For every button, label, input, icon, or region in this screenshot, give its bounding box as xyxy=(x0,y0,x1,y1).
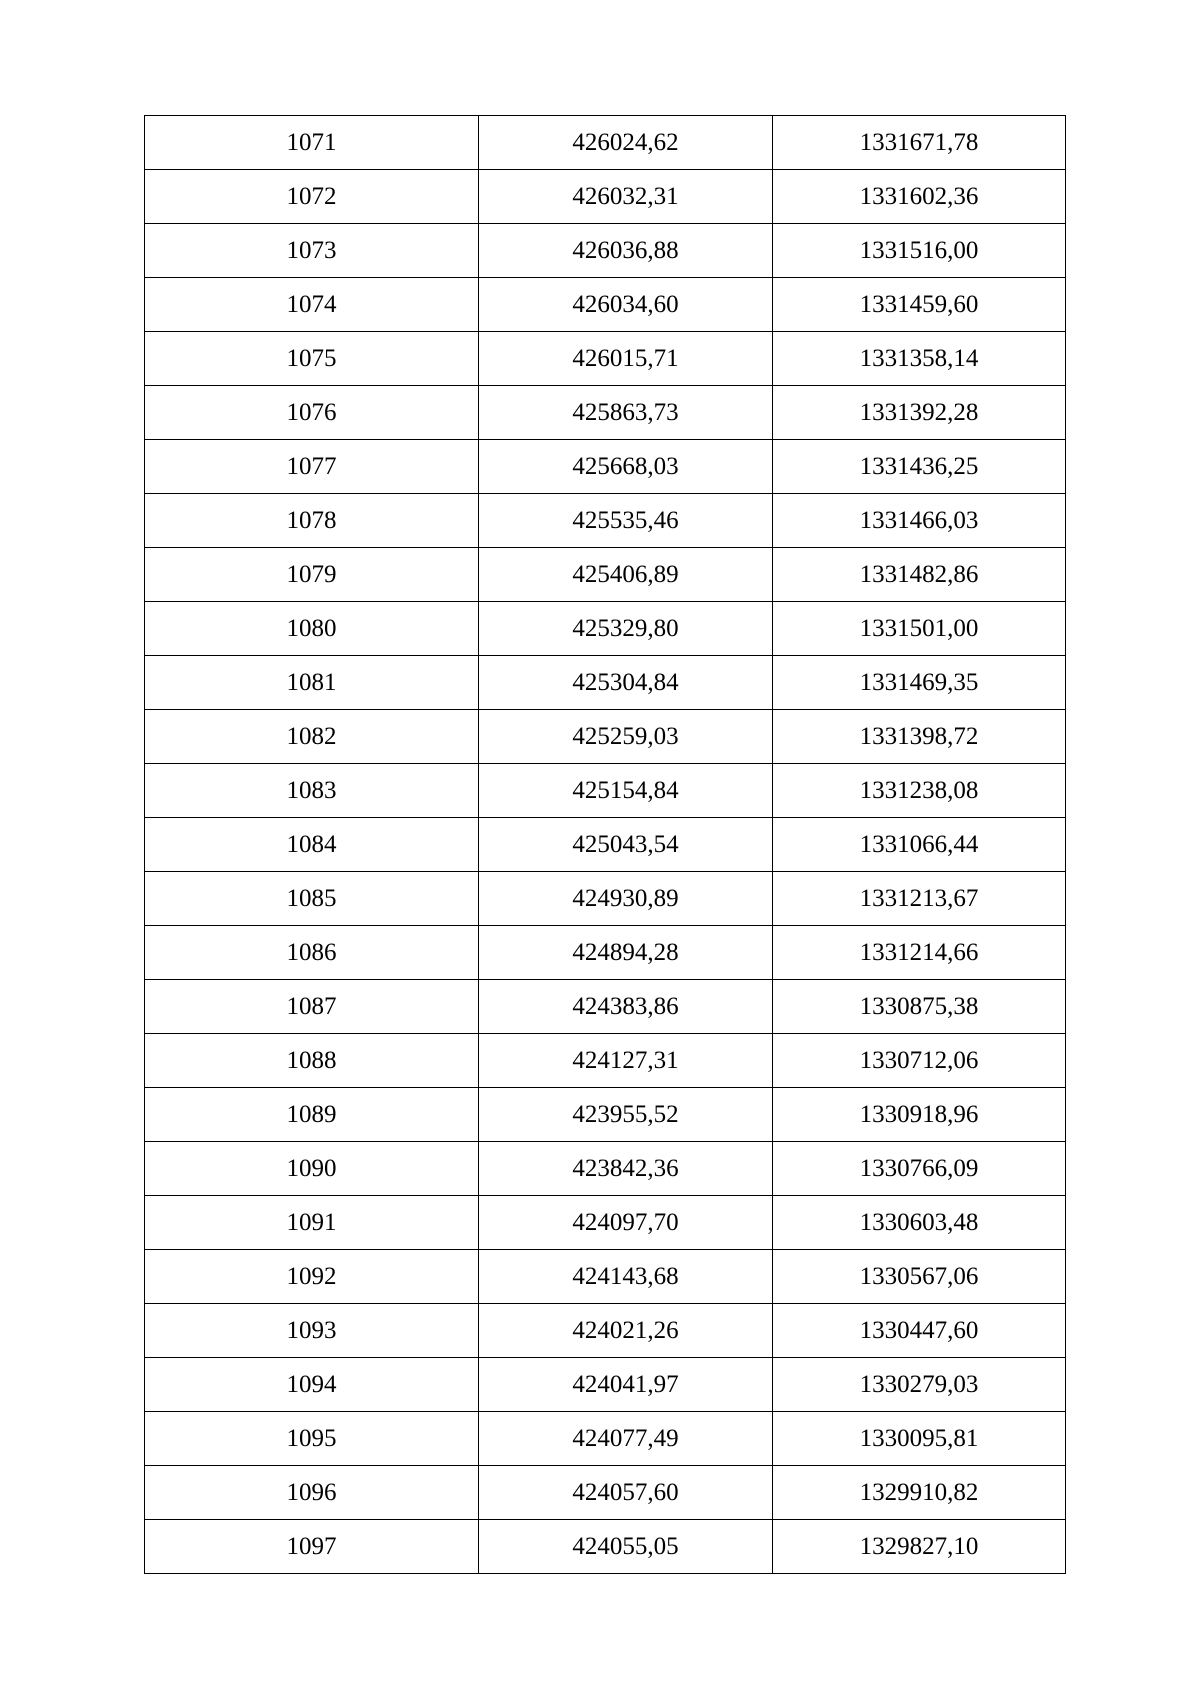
x-coordinate-cell: 424383,86 xyxy=(479,980,773,1034)
y-coordinate-cell: 1331516,00 xyxy=(773,224,1066,278)
table-row xyxy=(145,224,1066,278)
table-row xyxy=(145,1088,1066,1142)
x-coordinate-cell: 423842,36 xyxy=(479,1142,773,1196)
x-coordinate-cell: 424143,68 xyxy=(479,1250,773,1304)
y-coordinate-cell: 1331238,08 xyxy=(773,764,1066,818)
table-row xyxy=(145,926,1066,980)
point-number-cell: 1096 xyxy=(145,1466,479,1520)
table-row xyxy=(145,116,1066,170)
point-number-cell: 1085 xyxy=(145,872,479,926)
y-coordinate-cell: 1331213,67 xyxy=(773,872,1066,926)
y-coordinate-cell: 1329910,82 xyxy=(773,1466,1066,1520)
x-coordinate-cell: 426034,60 xyxy=(479,278,773,332)
table-row xyxy=(145,1142,1066,1196)
table-row xyxy=(145,872,1066,926)
point-number-cell: 1077 xyxy=(145,440,479,494)
y-coordinate-cell: 1331469,35 xyxy=(773,656,1066,710)
x-coordinate-cell: 425863,73 xyxy=(479,386,773,440)
point-number-cell: 1078 xyxy=(145,494,479,548)
table-row xyxy=(145,980,1066,1034)
point-number-cell: 1086 xyxy=(145,926,479,980)
x-coordinate-cell: 423955,52 xyxy=(479,1088,773,1142)
y-coordinate-cell: 1330712,06 xyxy=(773,1034,1066,1088)
y-coordinate-cell: 1330918,96 xyxy=(773,1088,1066,1142)
x-coordinate-cell: 425535,46 xyxy=(479,494,773,548)
x-coordinate-cell: 424930,89 xyxy=(479,872,773,926)
y-coordinate-cell: 1330766,09 xyxy=(773,1142,1066,1196)
y-coordinate-cell: 1331398,72 xyxy=(773,710,1066,764)
x-coordinate-cell: 426032,31 xyxy=(479,170,773,224)
table-row xyxy=(145,548,1066,602)
point-number-cell: 1082 xyxy=(145,710,479,764)
table-row xyxy=(145,1250,1066,1304)
y-coordinate-cell: 1331501,00 xyxy=(773,602,1066,656)
point-number-cell: 1090 xyxy=(145,1142,479,1196)
x-coordinate-cell: 424055,05 xyxy=(479,1520,773,1574)
x-coordinate-cell: 426015,71 xyxy=(479,332,773,386)
y-coordinate-cell: 1331482,86 xyxy=(773,548,1066,602)
y-coordinate-cell: 1331066,44 xyxy=(773,818,1066,872)
y-coordinate-cell: 1331358,14 xyxy=(773,332,1066,386)
point-number-cell: 1079 xyxy=(145,548,479,602)
point-number-cell: 1073 xyxy=(145,224,479,278)
table-row xyxy=(145,1358,1066,1412)
table-row xyxy=(145,1412,1066,1466)
y-coordinate-cell: 1331436,25 xyxy=(773,440,1066,494)
y-coordinate-cell: 1331214,66 xyxy=(773,926,1066,980)
point-number-cell: 1087 xyxy=(145,980,479,1034)
point-number-cell: 1081 xyxy=(145,656,479,710)
table-row xyxy=(145,1034,1066,1088)
table-row xyxy=(145,170,1066,224)
point-number-cell: 1071 xyxy=(145,116,479,170)
point-number-cell: 1072 xyxy=(145,170,479,224)
point-number-cell: 1084 xyxy=(145,818,479,872)
table-row xyxy=(145,602,1066,656)
y-coordinate-cell: 1330095,81 xyxy=(773,1412,1066,1466)
x-coordinate-cell: 425043,54 xyxy=(479,818,773,872)
point-number-cell: 1095 xyxy=(145,1412,479,1466)
point-number-cell: 1093 xyxy=(145,1304,479,1358)
point-number-cell: 1074 xyxy=(145,278,479,332)
y-coordinate-cell: 1330447,60 xyxy=(773,1304,1066,1358)
table-row xyxy=(145,1196,1066,1250)
table-row xyxy=(145,1466,1066,1520)
table-row xyxy=(145,656,1066,710)
x-coordinate-cell: 424894,28 xyxy=(479,926,773,980)
point-number-cell: 1075 xyxy=(145,332,479,386)
x-coordinate-cell: 425406,89 xyxy=(479,548,773,602)
coordinates-table-body xyxy=(145,116,1066,1574)
y-coordinate-cell: 1331392,28 xyxy=(773,386,1066,440)
point-number-cell: 1092 xyxy=(145,1250,479,1304)
x-coordinate-cell: 424057,60 xyxy=(479,1466,773,1520)
x-coordinate-cell: 426036,88 xyxy=(479,224,773,278)
y-coordinate-cell: 1331602,36 xyxy=(773,170,1066,224)
x-coordinate-cell: 424021,26 xyxy=(479,1304,773,1358)
point-number-cell: 1091 xyxy=(145,1196,479,1250)
table-row xyxy=(145,440,1066,494)
table-row xyxy=(145,710,1066,764)
coordinates-table xyxy=(144,115,1066,1574)
y-coordinate-cell: 1331671,78 xyxy=(773,116,1066,170)
x-coordinate-cell: 424127,31 xyxy=(479,1034,773,1088)
table-row xyxy=(145,1304,1066,1358)
x-coordinate-cell: 424097,70 xyxy=(479,1196,773,1250)
y-coordinate-cell: 1331466,03 xyxy=(773,494,1066,548)
point-number-cell: 1097 xyxy=(145,1520,479,1574)
x-coordinate-cell: 425154,84 xyxy=(479,764,773,818)
x-coordinate-cell: 424077,49 xyxy=(479,1412,773,1466)
table-row xyxy=(145,332,1066,386)
y-coordinate-cell: 1330875,38 xyxy=(773,980,1066,1034)
y-coordinate-cell: 1330279,03 xyxy=(773,1358,1066,1412)
point-number-cell: 1080 xyxy=(145,602,479,656)
table-row xyxy=(145,818,1066,872)
point-number-cell: 1089 xyxy=(145,1088,479,1142)
table-row xyxy=(145,278,1066,332)
table-row xyxy=(145,764,1066,818)
y-coordinate-cell: 1331459,60 xyxy=(773,278,1066,332)
x-coordinate-cell: 425668,03 xyxy=(479,440,773,494)
point-number-cell: 1076 xyxy=(145,386,479,440)
table-row xyxy=(145,1520,1066,1574)
y-coordinate-cell: 1330567,06 xyxy=(773,1250,1066,1304)
x-coordinate-cell: 424041,97 xyxy=(479,1358,773,1412)
point-number-cell: 1094 xyxy=(145,1358,479,1412)
x-coordinate-cell: 425329,80 xyxy=(479,602,773,656)
table-row xyxy=(145,386,1066,440)
x-coordinate-cell: 425259,03 xyxy=(479,710,773,764)
table-row xyxy=(145,494,1066,548)
x-coordinate-cell: 425304,84 xyxy=(479,656,773,710)
y-coordinate-cell: 1329827,10 xyxy=(773,1520,1066,1574)
point-number-cell: 1088 xyxy=(145,1034,479,1088)
point-number-cell: 1083 xyxy=(145,764,479,818)
x-coordinate-cell: 426024,62 xyxy=(479,116,773,170)
y-coordinate-cell: 1330603,48 xyxy=(773,1196,1066,1250)
